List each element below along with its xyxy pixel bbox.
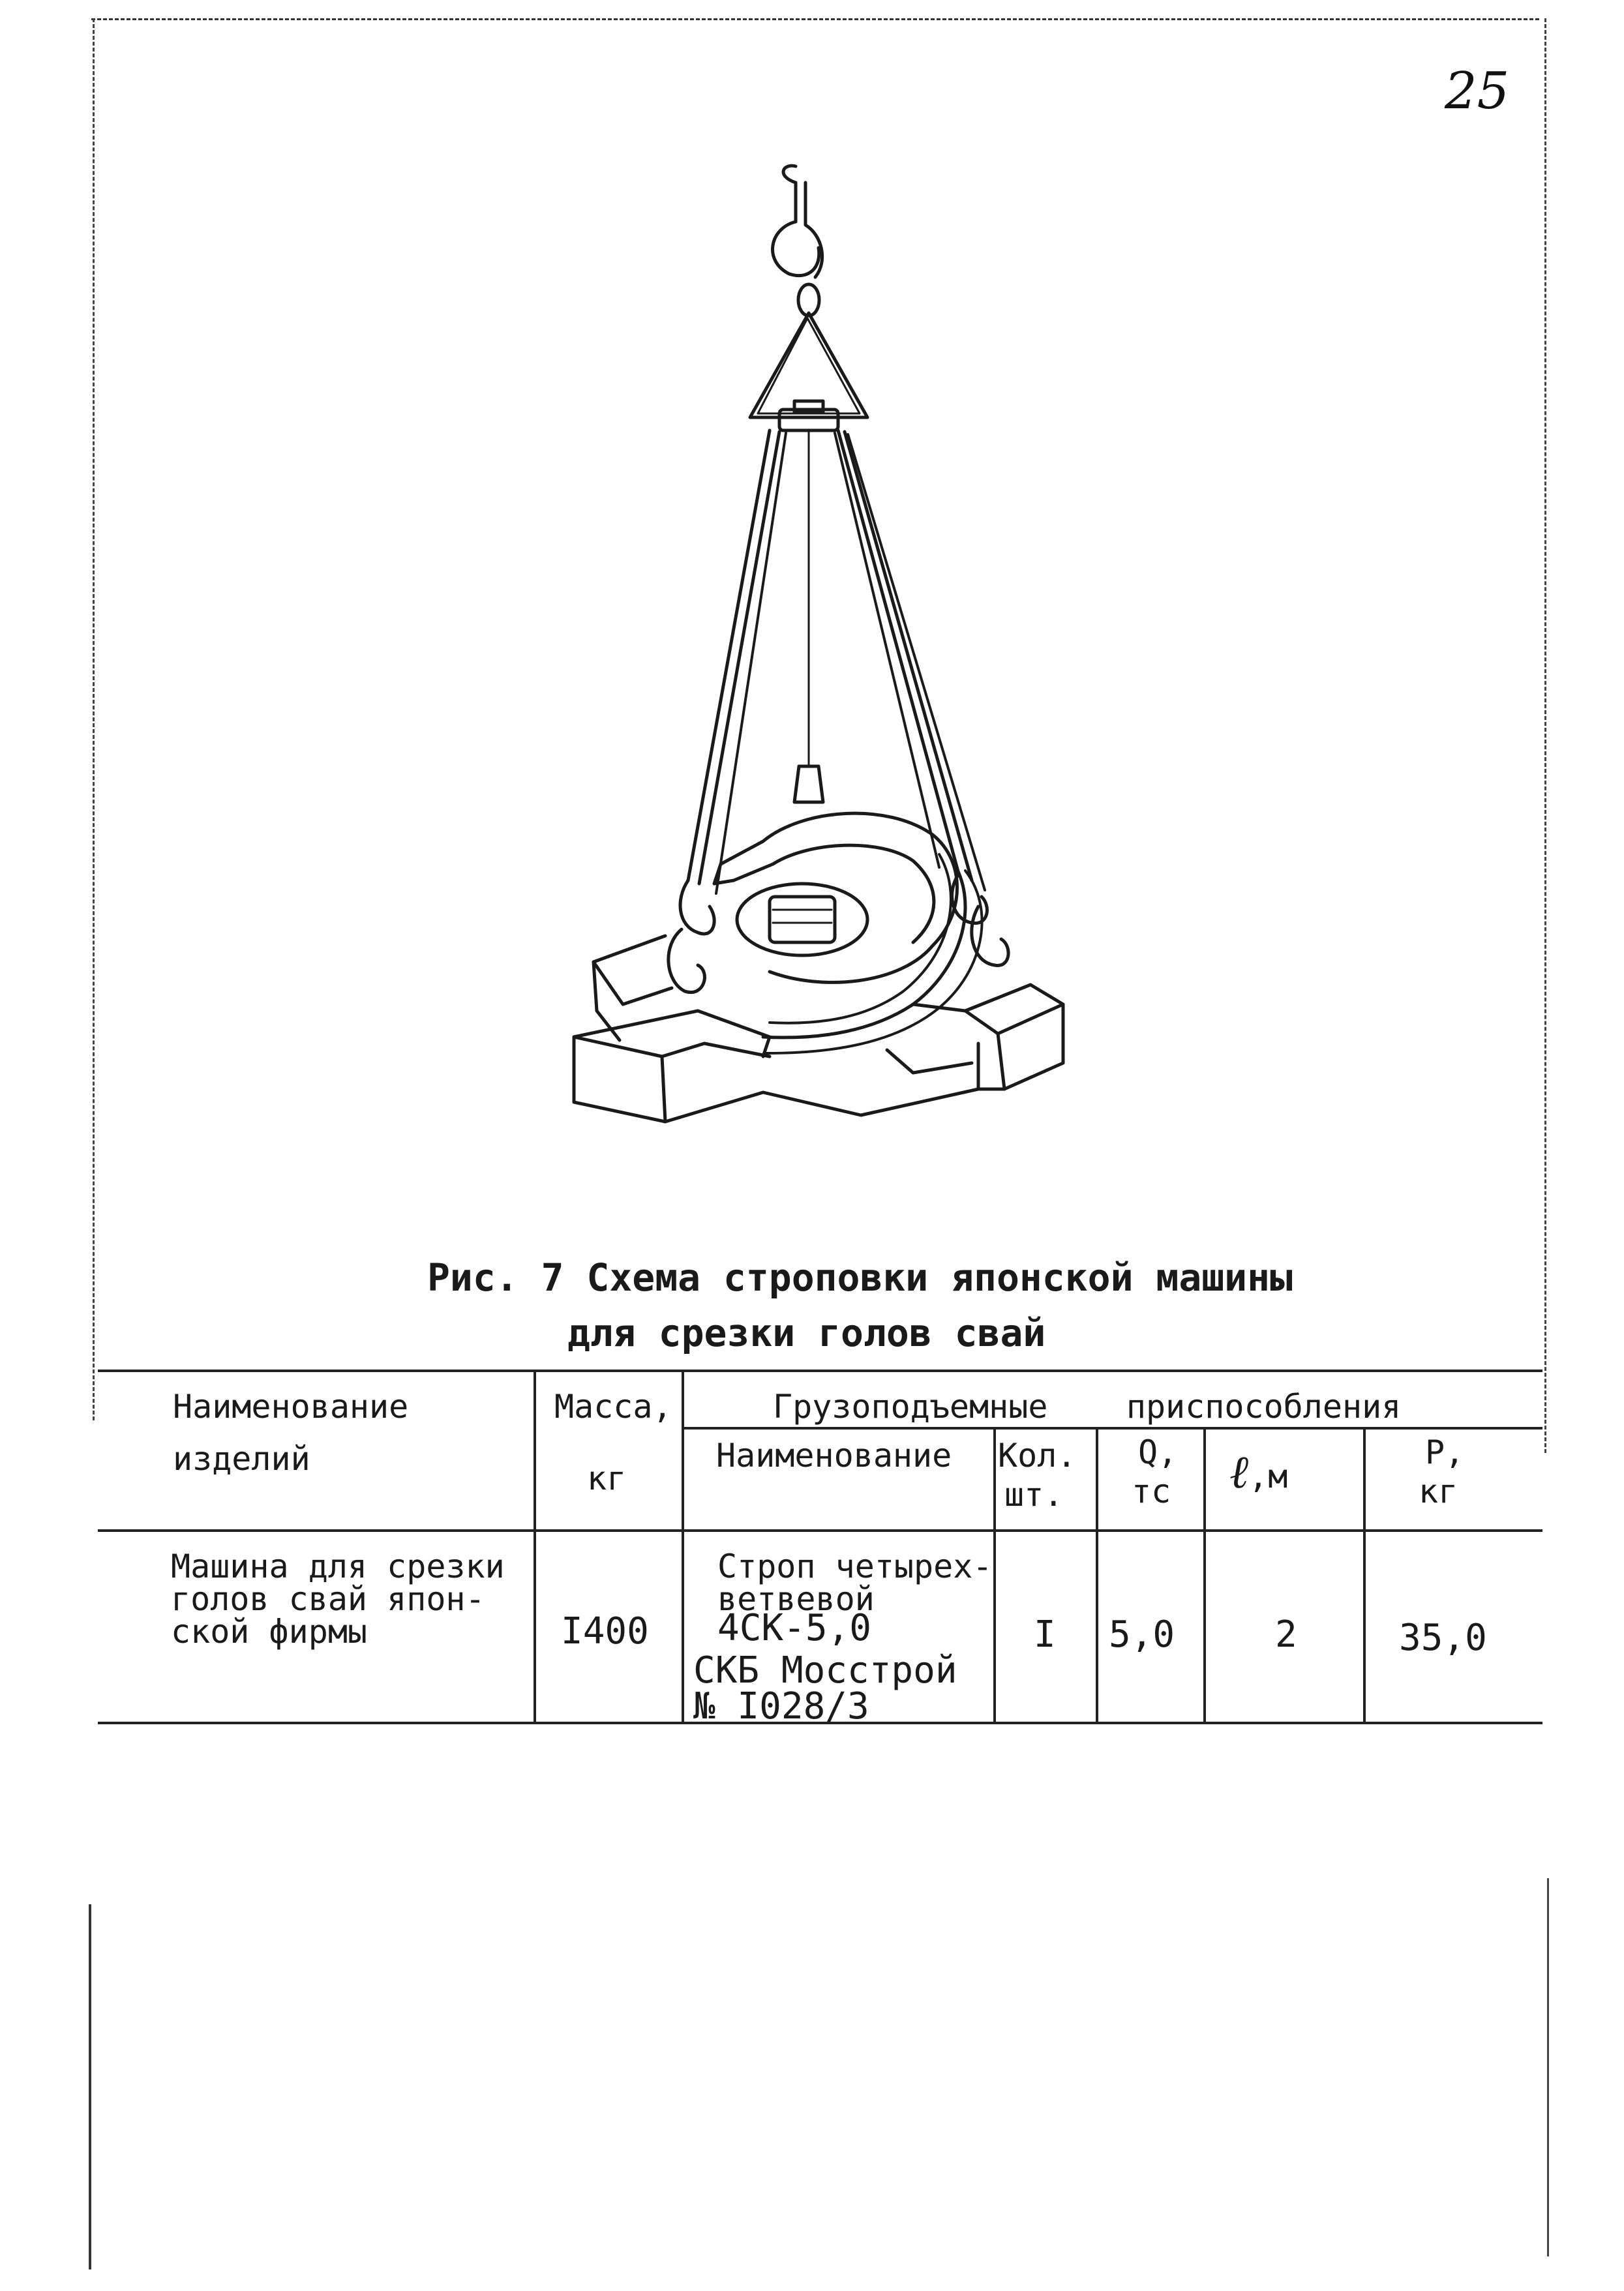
frame-left-border (93, 18, 95, 1420)
header-p-line1: P, (1425, 1433, 1465, 1471)
header-name-line2: изделий (173, 1440, 310, 1478)
col-divider-l (1203, 1427, 1206, 1722)
page-number: 25 (1445, 62, 1510, 121)
frame-right-border (1544, 18, 1546, 1453)
row-l: 2 (1275, 1613, 1297, 1656)
table-header-bottom-border (98, 1529, 1542, 1532)
frame-top-border (91, 18, 1539, 20)
figure-caption-line2: для срезки голов свай (567, 1311, 1046, 1355)
row-name-line1: Машина для срезки (171, 1548, 505, 1585)
frame-left-lower-border (89, 1904, 91, 2269)
col-divider-qty (993, 1427, 996, 1722)
header-lifting-devices: Грузоподъемные приспособления (773, 1388, 1402, 1426)
col-divider-mass (534, 1370, 536, 1722)
header-p-line2: кг (1419, 1473, 1458, 1510)
row-device-line5: № I028/3 (693, 1685, 869, 1728)
table-subheader-border (682, 1427, 1542, 1430)
row-p: 35,0 (1399, 1617, 1487, 1659)
header-q-line1: Q, (1138, 1433, 1178, 1471)
header-l-symbol: ℓ (1229, 1445, 1249, 1499)
row-device-line1: Строп четырех- (717, 1548, 993, 1585)
table-top-border (98, 1370, 1542, 1372)
header-qty-line1: Кол. (998, 1437, 1077, 1475)
header-device-name: Наименование (716, 1437, 952, 1475)
row-device-line2: ветвевой (717, 1580, 875, 1618)
col-divider-device (682, 1370, 684, 1722)
row-device-line3: 4СК-5,0 (717, 1607, 872, 1649)
frame-right-lower-border (1547, 1878, 1549, 2256)
row-q: 5,0 (1109, 1613, 1175, 1656)
row-qty: I (1034, 1613, 1056, 1656)
header-qty-line2: шт. (1004, 1476, 1064, 1514)
row-name-line2: голов свай япон- (171, 1580, 485, 1618)
header-l (1229, 1445, 1288, 1499)
row-mass: I400 (561, 1610, 649, 1653)
row-device-line4: СКБ Мосстрой (693, 1649, 957, 1692)
col-divider-q (1096, 1427, 1098, 1722)
row-name-line3: ской фирмы (171, 1613, 368, 1651)
figure-caption-line1: Рис. 7 Схема строповки японской машины (427, 1255, 1293, 1300)
header-name-line1: Наименование (173, 1388, 409, 1426)
header-q-line2: тс (1132, 1473, 1171, 1510)
slinging-scheme-drawing (548, 163, 1083, 1141)
header-mass-line1: Масса, (554, 1388, 672, 1426)
header-l-unit: ,м (1248, 1458, 1288, 1495)
col-divider-p (1363, 1427, 1366, 1722)
header-mass-line2: кг (587, 1460, 627, 1497)
